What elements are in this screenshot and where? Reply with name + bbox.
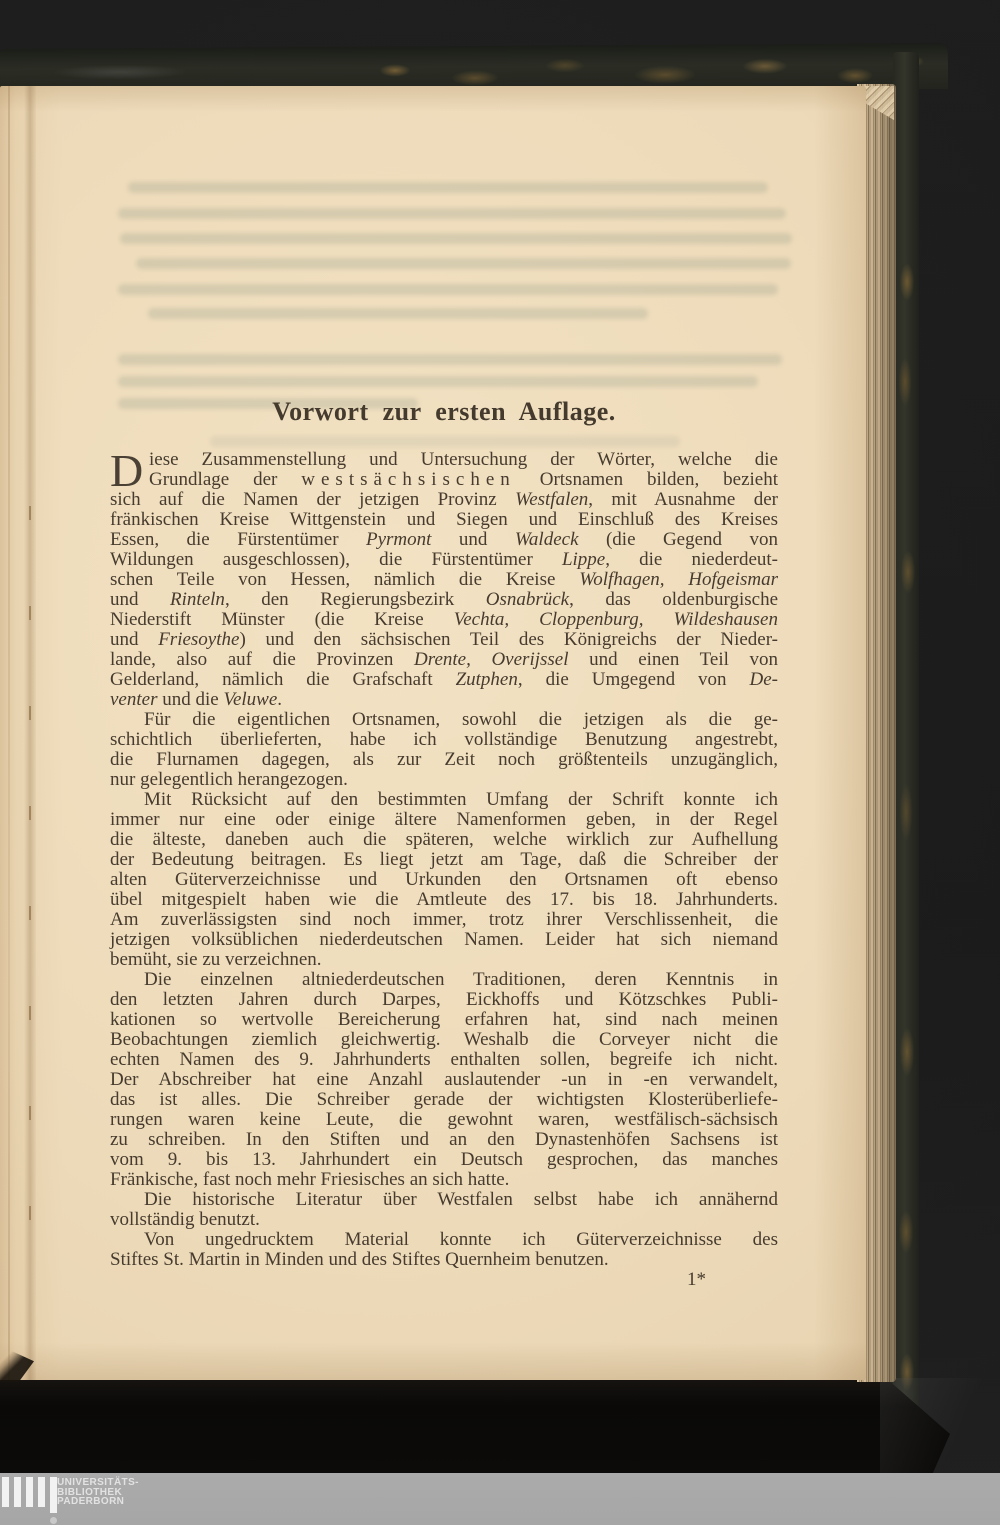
book-cover-right-edge	[893, 52, 919, 1422]
logo-exclamation-icon	[50, 1477, 57, 1513]
paragraph	[110, 790, 778, 970]
paragraph	[110, 1230, 778, 1270]
watermark-line: PADERBORN	[57, 1496, 125, 1507]
logo-bar-icon	[38, 1477, 45, 1507]
text-line: das ist alles. Die Schreiber gerade der wichtigsten Klosterüberliefe-	[110, 1089, 778, 1110]
text-line: nur gelegentlich herangezogen.	[110, 769, 348, 790]
text-line: schichtlich überlieferten, habe ich vollständige Benutzung angestrebt,	[110, 729, 778, 750]
text-line: und Friesoythe) und den sächsischen Teil des Königreichs der Nieder-	[110, 629, 778, 650]
text-line: zu schreiben. In den Stiften und an den Dynastenhöfen Sachsens ist	[110, 1129, 778, 1150]
text-line: venter und die Veluwe.	[110, 689, 283, 710]
paragraph	[110, 1190, 778, 1230]
text-line: rungen waren keine Leute, die gewohnt waren, westfälisch-sächsisch	[110, 1109, 778, 1130]
text-line: den letzten Jahren durch Darpes, Eickhoffs und Kötzschkes Publi-	[110, 989, 778, 1010]
text-line: Am zuverlässigsten sind noch immer, trotz ihrer Verschlissenheit, die	[110, 909, 778, 930]
paragraph	[110, 970, 778, 1190]
text-line: vollständig benutzt.	[110, 1209, 260, 1230]
watermark-line: BIBLIOTHEK	[57, 1486, 123, 1498]
text-line: lande, also auf die Provinzen Drente, Overijssel und einen Teil von	[110, 649, 778, 670]
text-line: Die historische Literatur über Westfalen selbst habe ich annähernd	[144, 1189, 778, 1210]
text-line: fränkischen Kreise Wittgenstein und Siegen und Einschluß des Kreises	[110, 509, 778, 530]
text-line: Essen, die Fürstentümer Pyrmont und Waldeck (die Gegend von	[110, 529, 779, 550]
text-line: alten Güterverzeichnisse und Urkunden den Ortsnamen oft ebenso	[110, 869, 778, 890]
text-line: iese Zusammenstellung und Untersuchung der Wörter, welche die	[149, 449, 778, 470]
text-line: und Rinteln, den Regierungsbezirk Osnabrück, das oldenburgische	[110, 589, 779, 610]
text-line: echten Namen des 9. Jahrhunderts enthalten sollen, begreife ich nicht.	[110, 1049, 778, 1070]
text-line: Wildungen ausgeschlossen), die Fürstentümer Lippe, die niederdeut-	[110, 549, 778, 570]
logo-bar-icon	[2, 1477, 9, 1507]
text-line: vom 9. bis 13. Jahrhundert ein Deutsch gesprochen, das manches	[110, 1149, 778, 1170]
text-line: Der Abschreiber hat eine Anzahl auslautender -un in -en verwandelt,	[110, 1069, 778, 1090]
watermark-line: UNIVERSITÄTS-	[57, 1477, 139, 1488]
text-line: Niederstift Münster (die Kreise Vechta, Cloppenburg, Wildeshausen	[110, 609, 778, 630]
text-line: Für die eigentlichen Ortsnamen, sowohl die jetzigen als die ge-	[144, 709, 778, 730]
binding-stitch-marks	[29, 506, 31, 1276]
text-line: Grundlage der westsächsischen Ortsnamen bilden, bezieht	[149, 469, 778, 490]
text-line: Beobachtungen ziemlich gleichwertig. Weshalb die Corveyer nicht die	[110, 1029, 778, 1050]
drop-cap: D	[110, 445, 144, 496]
text-line: Von ungedrucktem Material konnte ich Güterverzeichnisse des	[144, 1229, 778, 1250]
text-line: der Bedeutung beitragen. Es liegt jetzt am Tage, daß die Schreiber der	[110, 849, 778, 870]
text-line: übel mitgespielt haben wie die Amtleute des 17. bis 18. Jahrhunderts.	[110, 889, 778, 910]
text-line: schen Teile von Hessen, nämlich die Kreise Wolfhagen, Hofgeismar	[110, 569, 779, 590]
text-line: Stiftes St. Martin in Minden und des Stiftes Quernheim benutzen.	[110, 1249, 609, 1270]
text-line: sich auf die Namen der jetzigen Provinz Westfalen, mit Ausnahme der	[110, 489, 778, 510]
text-line: Gelderland, nämlich die Grafschaft Zutphen, die Umgegend von De-	[110, 669, 778, 690]
library-logo	[2, 1477, 62, 1523]
library-name	[57, 1478, 139, 1507]
paragraph	[110, 445, 779, 710]
paragraph	[110, 710, 778, 790]
text-line: jetzigen volksüblichen niederdeutschen Namen. Leider hat sich niemand	[110, 929, 778, 950]
book-cover-bottom-edge	[0, 1380, 950, 1473]
text-line: Fränkische, fast noch mehr Friesisches an sich hatte.	[110, 1169, 510, 1190]
text-line: Die einzelnen altniederdeutschen Traditionen, deren Kenntnis in	[144, 969, 778, 990]
signature-mark: 1*	[687, 1269, 706, 1290]
logo-bar-icon	[26, 1477, 33, 1507]
text-line: kationen so wertvolle Bereicherung erfahren hat, sind nach meinen	[110, 1009, 778, 1030]
text-line: immer nur eine oder einige ältere Namenformen geben, in der Regel	[110, 809, 778, 830]
text-line: die Flurnamen dagegen, als zur Zeit noch größtenteils unzugänglich,	[110, 749, 778, 770]
page-title: Vorwort zur ersten Auflage.	[272, 397, 616, 426]
library-watermark-bar	[0, 1473, 1000, 1525]
text-line: die älteste, daneben auch die späteren, welche wirklich zur Aufhellung	[110, 829, 778, 850]
page-body-text	[110, 445, 779, 1270]
text-line: Mit Rücksicht auf den bestimmten Umfang der Schrift konnte ich	[144, 789, 778, 810]
logo-bar-icon	[14, 1477, 21, 1507]
text-line: bemüht, sie zu verzeichnen.	[110, 949, 322, 970]
under-page-edge	[8, 86, 10, 1380]
page-content	[110, 396, 778, 1290]
book-page	[0, 86, 866, 1380]
logo-exclamation-dot-icon	[50, 1517, 57, 1524]
